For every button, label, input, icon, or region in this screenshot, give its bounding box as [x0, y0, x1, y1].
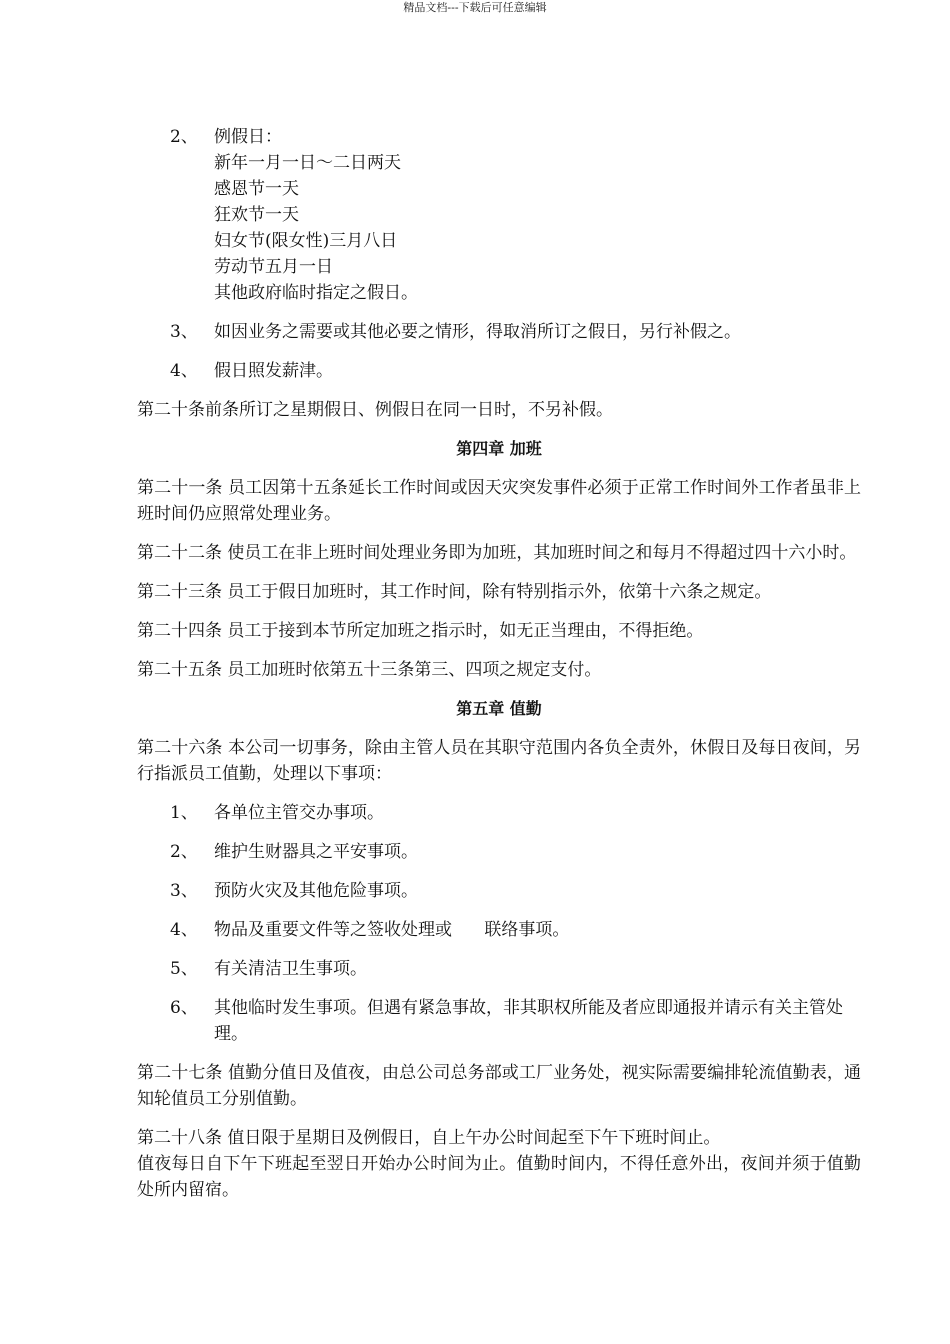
list-item	[137, 956, 861, 982]
list-text: 物品及重要文件等之签收处理或 联络事项。	[214, 920, 570, 940]
article-27: 第二十七条 值勤分值日及值夜，由总公司总务部或工厂业务处，视实际需要编排轮流值勤表，通知轮值员工分别值勤。	[137, 1063, 861, 1109]
list-number: 4、	[170, 920, 198, 940]
list-item	[137, 839, 861, 865]
list-number: 4、	[170, 361, 198, 381]
article-28: 第二十八条 值日限于星期日及例假日，自上午办公时间起至下午下班时间止。	[137, 1128, 721, 1148]
list-item	[137, 917, 861, 943]
list-text: 预防火灾及其他危险事项。	[214, 881, 418, 901]
article-26: 第二十六条 本公司一切事务，除由主管人员在其职守范围内各负全责外，休假日及每日夜间，另行指派员工值勤，处理以下事项：	[137, 738, 861, 784]
list-text: 有关清洁卫生事项。	[214, 959, 367, 979]
list-number: 3、	[170, 881, 198, 901]
article-21: 第二十一条 员工因第十五条延长工作时间或因天灾突发事件必须于正常工作时间外工作者虽非上班时间仍应照常处理业务。	[137, 478, 861, 524]
list-item	[137, 319, 861, 345]
list-line: 例假日：	[214, 127, 282, 147]
list-line: 感恩节一天	[214, 179, 299, 199]
article-20: 第二十条前条所订之星期假日、例假日在同一日时，不另补假。	[137, 400, 613, 420]
list-item	[137, 124, 861, 306]
list-number: 3、	[170, 322, 198, 342]
page-header: 精品文档---下载后可任意编辑	[403, 1, 547, 14]
list-number: 1、	[170, 803, 198, 823]
article-23: 第二十三条 员工于假日加班时，其工作时间，除有特别指示外，依第十六条之规定。	[137, 582, 772, 602]
list-text: 维护生财器具之平安事项。	[214, 842, 418, 862]
list-item	[137, 358, 861, 384]
article-22: 第二十二条 使员工在非上班时间处理业务即为加班，其加班时间之和每月不得超过四十六小时。	[137, 543, 857, 563]
article-25: 第二十五条 员工加班时依第五十三条第三、四项之规定支付。	[137, 660, 602, 680]
list-item	[137, 995, 861, 1047]
list-text: 假日照发薪津。	[214, 361, 333, 381]
list-line: 劳动节五月一日	[214, 257, 333, 277]
list-number: 2、	[170, 842, 198, 862]
list-text	[214, 124, 861, 306]
list-text: 各单位主管交办事项。	[214, 803, 384, 823]
list-line: 狂欢节一天	[214, 205, 299, 225]
list-item	[137, 800, 861, 826]
list-text: 其他临时发生事项。但遇有紧急事故，非其职权所能及者应即通报并请示有关主管处理。	[214, 998, 843, 1044]
document-body	[137, 124, 861, 1203]
list-line: 新年一月一日～二日两天	[214, 153, 401, 173]
chapter-5-heading: 第五章 值勤	[456, 699, 542, 718]
list-line: 其他政府临时指定之假日。	[214, 283, 418, 303]
list-item	[137, 878, 861, 904]
list-line: 妇女节(限女性)三月八日	[214, 231, 398, 251]
list-number: 6、	[170, 998, 198, 1018]
article-24: 第二十四条 员工于接到本节所定加班之指示时，如无正当理由，不得拒绝。	[137, 621, 704, 641]
list-number: 2、	[170, 127, 198, 147]
list-text: 如因业务之需要或其他必要之情形，得取消所订之假日，另行补假之。	[214, 322, 741, 342]
chapter-4-heading: 第四章 加班	[456, 439, 542, 458]
article-28-continued: 值夜每日自下午下班起至翌日开始办公时间为止。值勤时间内，不得任意外出，夜间并须于值勤处所内留宿。	[137, 1154, 861, 1200]
list-number: 5、	[170, 959, 198, 979]
